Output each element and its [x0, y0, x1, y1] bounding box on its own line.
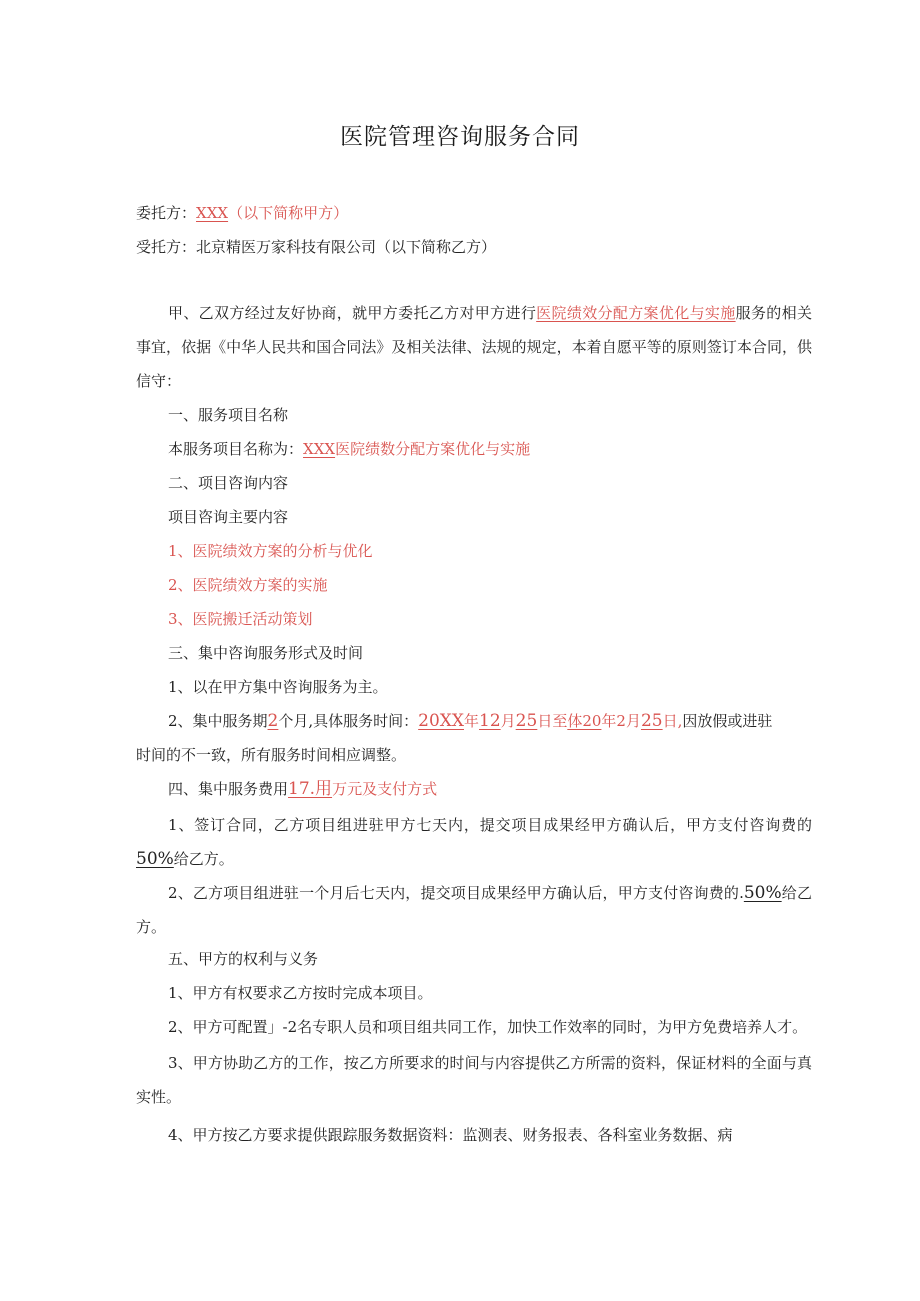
intro-text-1: 甲、乙双方经过友好协商，就甲方委托乙方对甲方进行 [168, 304, 537, 322]
payment-2-text-a: 2、乙方项目组进驻一个月后七天内，提交项目成果经甲方确认后，甲方支付咨询费的. [168, 884, 744, 902]
document-title: 医院管理咨询服务合同 [340, 124, 580, 150]
start-month: 12 [479, 711, 501, 731]
project-name: 医院绩数分配方案优化与实施 [335, 440, 531, 458]
service-period-continuation: 时间的不一致，所有服务时间相应调整。 [136, 746, 407, 764]
section-2-heading: 二、项目咨询内容 [168, 474, 289, 492]
section-3-heading: 三、集中咨询服务形式及时间 [168, 644, 364, 662]
period-text-b: 个月,具体服务时间： [278, 712, 419, 730]
project-name-prefix: XXX [303, 440, 336, 458]
end-day: 25 [640, 711, 663, 731]
payment-1-text-b: 给乙方。 [173, 850, 234, 868]
client-note: （以下简称甲方） [228, 204, 349, 222]
intro-project-name: 医院绩效分配方案优化与实施 [536, 304, 736, 322]
service-form-item: 1、以在甲方集中咨询服务为主。 [168, 678, 388, 696]
year-char: 年 [464, 712, 480, 730]
payment-2-percent: 50% [743, 883, 782, 903]
project-name-line [168, 439, 530, 459]
client-label: 委托方： [136, 204, 197, 222]
payment-item-2 [136, 876, 812, 944]
start-year: 20XX [418, 711, 464, 731]
contractor-text: 北京精医万家科技有限公司（以下简称乙方） [196, 238, 497, 256]
contractor-label: 受托方： [136, 238, 197, 256]
period-rest-1: 因放假或进驻 [682, 712, 773, 730]
month-char: 月 [500, 712, 516, 730]
end-year-month: 年2月 [601, 712, 641, 730]
fee-heading-a: 四、集中服务费用 [168, 780, 289, 798]
to-text: 日至 [537, 712, 568, 730]
project-name-label: 本服务项目名称为： [168, 440, 304, 458]
party-a-item-1: 1、甲方有权要求乙方按时完成本项目。 [168, 984, 433, 1002]
intro-paragraph [136, 296, 812, 398]
section-2-subheading: 项目咨询主要内容 [168, 508, 289, 526]
content-item-1: 1、医院绩效方案的分析与优化 [168, 542, 373, 560]
payment-1-text-a: 1、签订合同，乙方项目组进驻甲方七天内，提交项目成果经甲方确认后，甲方支付咨询费的 [168, 816, 812, 834]
contractor-line [136, 237, 496, 257]
section-1-heading: 一、服务项目名称 [168, 406, 289, 424]
intro-text-2: 服务的相关事宜，依据《中华人民共和国合同法》及相关法律、法规的规定，本着自愿平等的原则签订本合同，供信守： [136, 304, 812, 390]
period-months: 2 [267, 711, 279, 731]
content-item-3: 3、医院搬迁活动策划 [168, 610, 313, 628]
party-a-item-2: 2、甲方可配置」-2名专职人员和项目组共同工作，加快工作效率的同时，为甲方免费培养人才。 [168, 1018, 808, 1036]
start-day: 25 [515, 711, 538, 731]
payment-item-1 [136, 808, 812, 876]
payment-2-text-b: 给乙方。 [136, 884, 812, 936]
section-5-heading: 五、甲方的权利与义务 [168, 950, 319, 968]
fee-heading-b: 万元及支付方式 [332, 780, 438, 798]
party-a-item-3: 3、甲方协助乙方的工作，按乙方所要求的时间与内容提供乙方所需的资料，保证材料的全面与真实性。 [136, 1054, 812, 1106]
payment-1-percent: 50% [136, 849, 174, 869]
service-fee-amount: 17.用 [288, 779, 333, 799]
service-period-line [168, 711, 772, 731]
content-item-2: 2、医院绩效方案的实施 [168, 576, 328, 594]
period-text-a: 2、集中服务期 [168, 712, 268, 730]
client-line [136, 203, 348, 223]
end-year: 体20 [567, 712, 602, 730]
end-day-char: 日, [662, 712, 683, 730]
section-4-heading [168, 779, 437, 799]
party-a-item-4: 4、甲方按乙方要求提供跟踪服务数据资料：监测表、财务报表、各科室业务数据、病 [168, 1126, 733, 1144]
client-name: XXX [196, 204, 229, 222]
